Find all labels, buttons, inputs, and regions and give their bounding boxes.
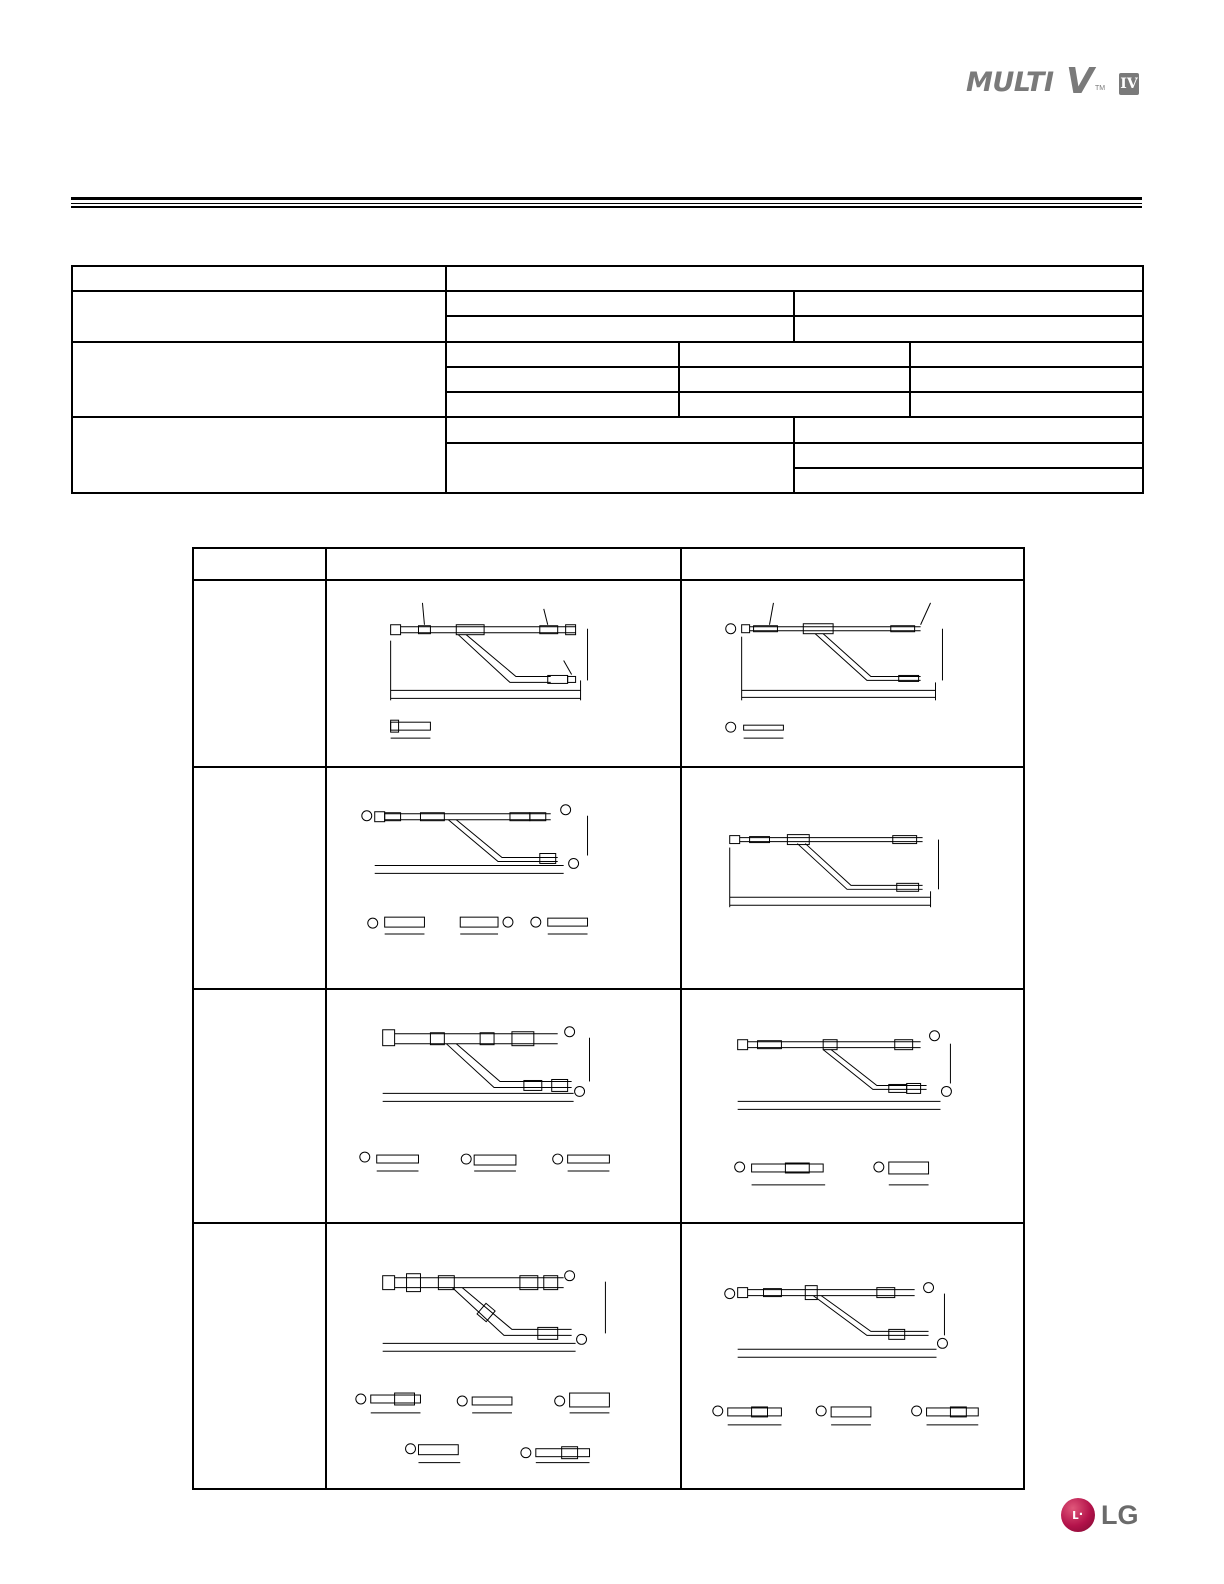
spec-cell <box>72 291 446 341</box>
spec-cell <box>446 443 794 493</box>
spec-cell <box>794 291 1143 316</box>
spec-row-1 <box>72 266 1143 291</box>
spec-row-4 <box>72 342 1143 367</box>
diagram-row-3 <box>193 989 1024 1224</box>
brand-tm: TM <box>1095 85 1106 92</box>
brand-word: MULTI <box>966 67 1054 98</box>
spec-cell <box>679 392 910 417</box>
spec-cell <box>794 443 1143 468</box>
spec-cell <box>72 417 446 493</box>
spec-cell <box>446 316 794 341</box>
lg-wordmark: LG <box>1101 1500 1139 1530</box>
spec-table <box>71 265 1144 494</box>
lg-emblem-icon: ʟ· <box>1061 1498 1095 1532</box>
diagram-row-4 <box>193 1223 1024 1489</box>
spec-cell <box>679 367 910 392</box>
spec-cell <box>910 367 1143 392</box>
liquid-pipe-diagram-cell <box>681 767 1024 989</box>
diagram-header-cell <box>681 548 1024 580</box>
spec-cell <box>794 316 1143 341</box>
y-branch-diagram <box>682 581 1023 766</box>
y-branch-diagram <box>327 768 680 988</box>
brand-series-badge: IV <box>1119 73 1139 95</box>
liquid-pipe-diagram-cell <box>681 989 1024 1224</box>
gas-pipe-diagram-cell <box>326 989 681 1224</box>
y-branch-diagram <box>682 990 1023 1223</box>
spec-cell <box>446 367 679 392</box>
model-cell <box>193 1223 326 1489</box>
liquid-pipe-diagram-cell <box>681 580 1024 767</box>
diagram-row-2 <box>193 767 1024 989</box>
spec-cell <box>446 342 679 367</box>
diagram-row-1 <box>193 580 1024 767</box>
brand-v: V <box>1066 61 1094 102</box>
spec-cell <box>446 266 1143 291</box>
y-branch-diagram <box>682 768 1023 988</box>
y-branch-diagram <box>327 990 680 1223</box>
model-cell <box>193 767 326 989</box>
section-rule-middle <box>71 203 1142 204</box>
lg-logo <box>1061 1498 1145 1534</box>
y-branch-diagram-table <box>192 547 1025 1490</box>
diagram-header-row <box>193 548 1024 580</box>
spec-cell <box>910 392 1143 417</box>
spec-row-2 <box>72 291 1143 316</box>
y-branch-diagram <box>327 581 680 766</box>
spec-cell <box>446 291 794 316</box>
y-branch-diagram <box>327 1224 680 1488</box>
spec-cell <box>794 417 1143 442</box>
spec-cell <box>446 392 679 417</box>
gas-pipe-diagram-cell <box>326 580 681 767</box>
spec-cell <box>679 342 910 367</box>
diagram-header-cell <box>193 548 326 580</box>
gas-pipe-diagram-cell <box>326 767 681 989</box>
spec-row-7 <box>72 417 1143 442</box>
y-branch-diagram <box>682 1224 1023 1488</box>
spec-cell <box>794 468 1143 493</box>
diagram-header-cell <box>326 548 681 580</box>
gas-pipe-diagram-cell <box>326 1223 681 1489</box>
section-rule-bottom <box>71 206 1142 208</box>
spec-cell <box>72 342 446 418</box>
section-rule-top <box>71 197 1142 200</box>
model-cell <box>193 580 326 767</box>
spec-cell <box>446 417 794 442</box>
spec-cell <box>910 342 1143 367</box>
multi-v-iv-logo <box>966 61 1144 102</box>
model-cell <box>193 989 326 1224</box>
spec-cell <box>72 266 446 291</box>
liquid-pipe-diagram-cell <box>681 1223 1024 1489</box>
